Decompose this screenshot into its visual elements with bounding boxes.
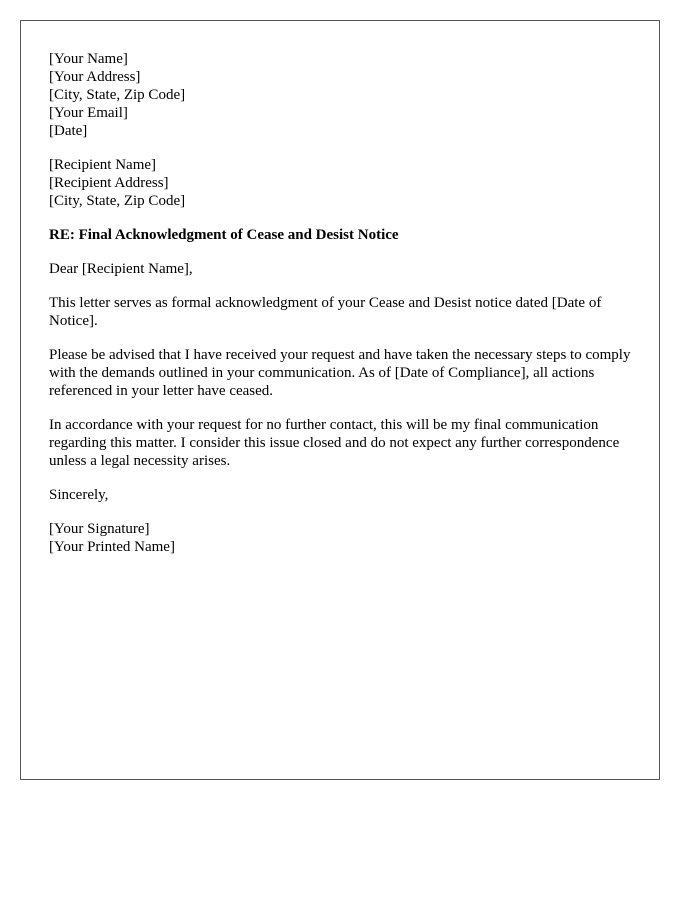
printed-name: [Your Printed Name] [49,539,175,555]
recipient-block [49,156,639,210]
sender-address: [Your Address] [49,69,141,85]
letter-page [20,20,660,780]
salutation: Dear [Recipient Name], [49,261,193,277]
paragraph-final-communication: In accordance with your request for no further contact, this will be my final communication regarding this matter. I consider this issue closed and do not expect any further correspondence unless a legal necessity arises. [49,417,620,469]
signature-placeholder: [Your Signature] [49,521,150,537]
letter-date: [Date] [49,123,88,139]
paragraph-acknowledgment: This letter serves as formal acknowledgment of your Cease and Desist notice dated [Date of Notice]. [49,295,602,329]
recipient-name: [Recipient Name] [49,157,157,173]
sender-block [49,50,639,140]
recipient-city-state-zip: [City, State, Zip Code] [49,193,186,209]
recipient-address: [Recipient Address] [49,175,169,191]
sender-email: [Your Email] [49,105,128,121]
paragraph-compliance: Please be advised that I have received your request and have taken the necessary steps to comply with the demands outlined in your communication. As of [Date of Compliance], all actions referenced in your letter have ceased. [49,347,631,399]
subject-line: RE: Final Acknowledgment of Cease and Desist Notice [49,227,399,243]
sender-city-state-zip: [City, State, Zip Code] [49,87,186,103]
signature-block [49,520,639,556]
letter-body [49,50,639,572]
sender-name: [Your Name] [49,51,128,67]
closing: Sincerely, [49,487,109,503]
